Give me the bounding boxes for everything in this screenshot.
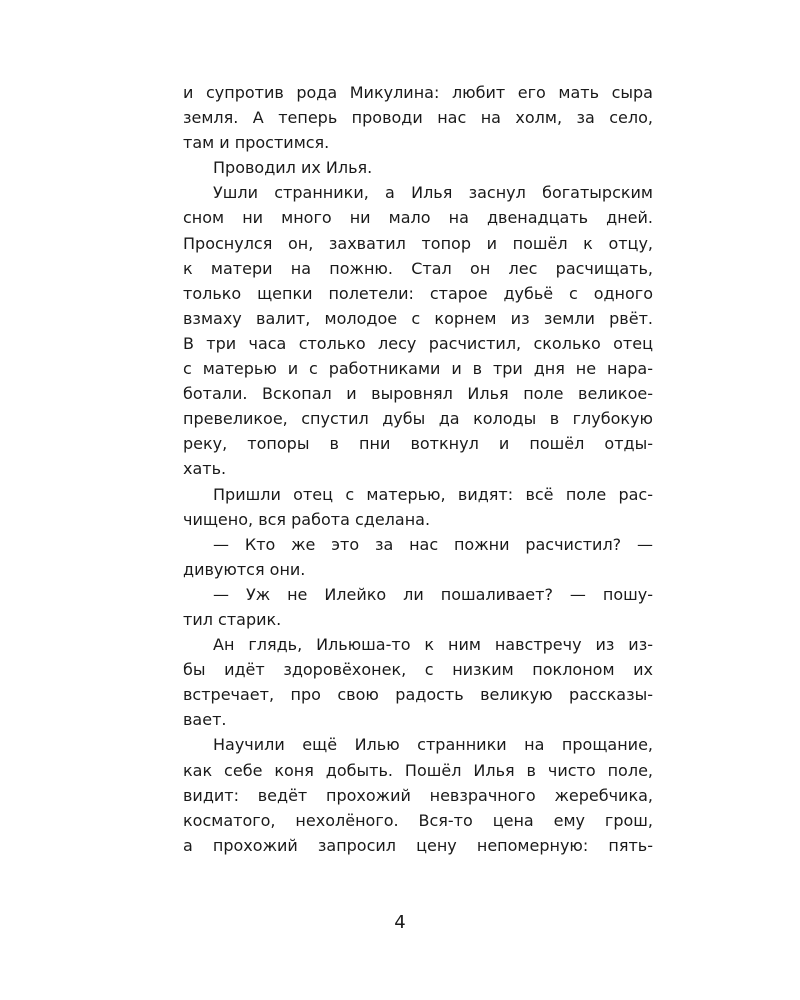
text-line: только щепки полетели: старое дубьё с одного <box>183 283 653 303</box>
text-line: Проснулся он, захватил топор и пошёл к отцу, <box>183 233 653 253</box>
page-number: 4 <box>394 912 406 933</box>
text-line: косматого, нехолёного. Вся-то цена ему грош, <box>183 810 653 830</box>
text-line: сном ни много ни мало на двенадцать дней. <box>183 208 653 228</box>
text-line: встречает, про свою радость великую рассказы- <box>183 685 653 705</box>
text-line: там и простимся. <box>183 133 330 153</box>
text-line: — Кто же это за нас пожни расчистил? — <box>213 534 653 554</box>
text-line: земля. А теперь проводи нас на холм, за село, <box>183 108 653 128</box>
text-line: а прохожий запросил цену непомерную: пять- <box>183 835 653 855</box>
text-line: бы идёт здоровёхонек, с низким поклоном их <box>183 660 653 680</box>
text-column <box>183 83 653 861</box>
text-line: превеликое, спустил дубы да колоды в глубокую <box>183 409 653 429</box>
text-line: тил старик. <box>183 609 282 629</box>
text-line: Ан глядь, Ильюша-то к ним навстречу из из- <box>213 635 653 655</box>
text-line: видит: ведёт прохожий невзрачного жеребчика, <box>183 785 653 805</box>
text-line: с матерью и с работниками и в три дня не нара- <box>183 359 653 379</box>
text-line: — Уж не Илейко ли пошаливает? — пошу- <box>213 584 653 604</box>
text-line: вает. <box>183 710 227 730</box>
text-line: Ушли странники, а Илья заснул богатырским <box>213 183 653 203</box>
text-line: реку, топоры в пни воткнул и пошёл отды- <box>183 434 653 454</box>
text-line: В три часа столько лесу расчистил, сколько отец <box>183 333 653 353</box>
text-line: Научили ещё Илью странники на прощание, <box>213 735 653 755</box>
text-line: Проводил их Илья. <box>213 158 373 178</box>
text-line: к матери на пожню. Стал он лес расчищать, <box>183 258 653 278</box>
text-line: хать. <box>183 459 227 479</box>
text-line: ботали. Вскопал и выровнял Илья поле великое- <box>183 384 653 404</box>
text-line: как себе коня добыть. Пошёл Илья в чисто поле, <box>183 760 653 780</box>
page-body-text <box>183 83 653 861</box>
text-line: Пришли отец с матерью, видят: всё поле рас- <box>213 484 653 504</box>
text-line: чищено, вся работа сделана. <box>183 509 431 529</box>
text-line: взмаху валит, молодое с корнем из земли рвёт. <box>183 308 653 328</box>
text-line: и супротив рода Микулина: любит его мать сыра <box>183 83 653 102</box>
text-line: дивуются они. <box>183 559 306 579</box>
